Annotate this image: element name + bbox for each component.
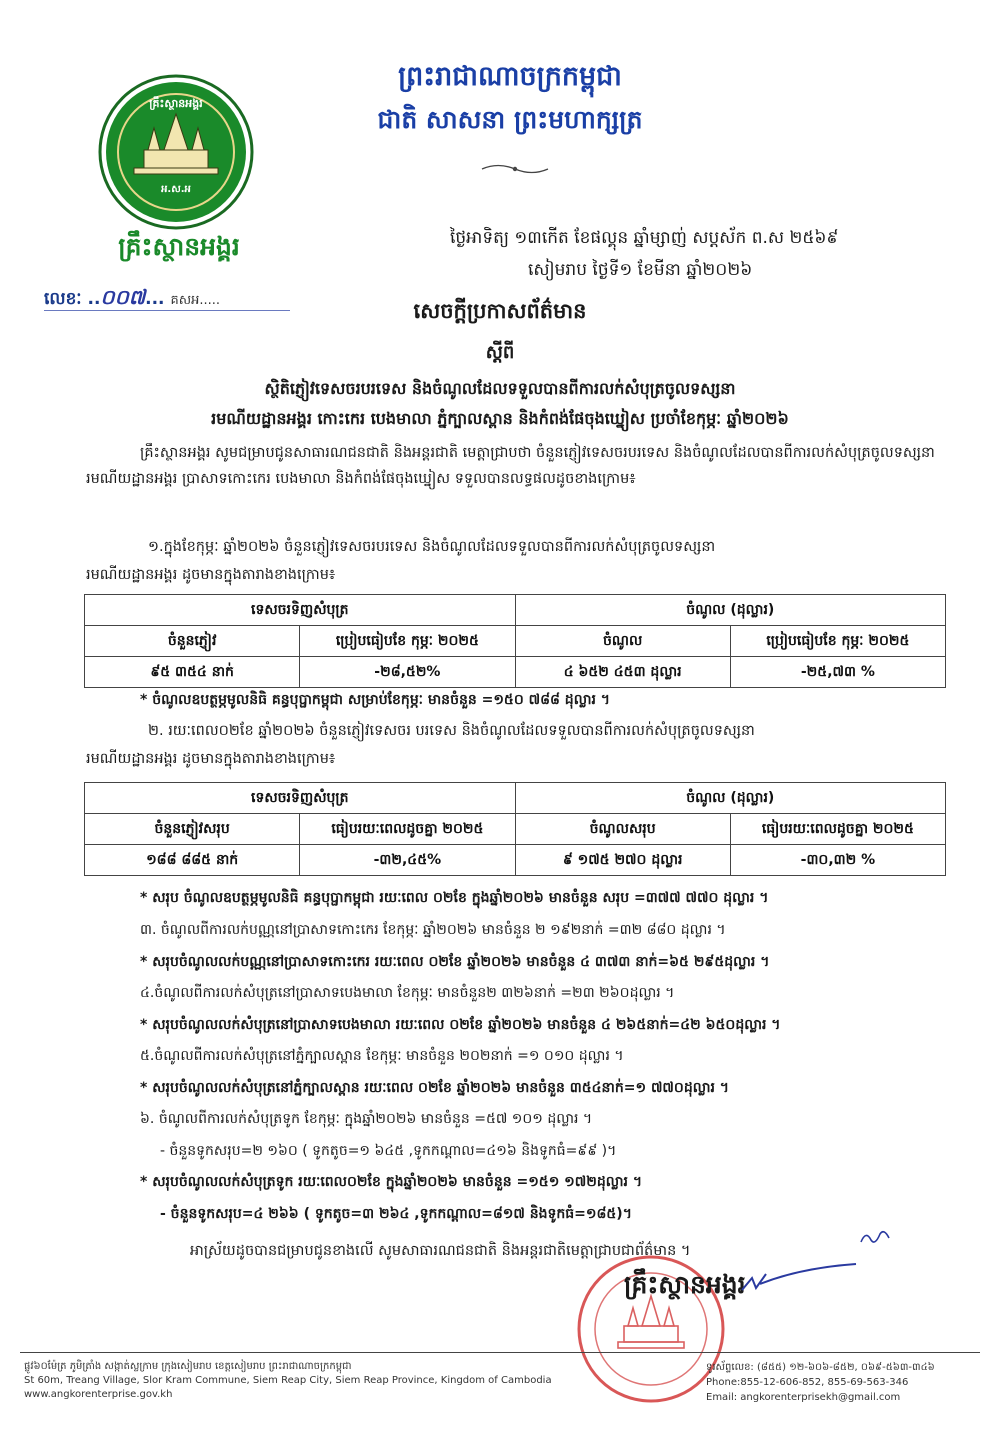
handwritten-signature	[740, 1260, 860, 1300]
table2-header-compare2: ធៀបរយៈពេលដូចគ្នា ២០២៥	[730, 814, 945, 845]
table1-group-left: ទេសចរទិញសំបុត្រ	[85, 595, 516, 626]
footer-divider	[20, 1352, 980, 1353]
footer-address-en: St 60m, Treang Village, Slor Kram Commune, Siem Reap City, Siem Reap Province, Kingdom of Cambodia	[24, 1375, 552, 1386]
detail-item: * សរុបចំណូលលក់បណ្ណនៅប្រាសាទកោះកេរ រយៈពេល ០២ខែ ឆ្នាំ២០២៦ មានចំនួន ៤ ៣៧៣ នាក់=៦៥ ២៩៥ដុល្លារ ។	[140, 953, 770, 970]
table2-revenue-change: -៣០,៣២ %	[730, 845, 945, 876]
table2-revenue: ៩ ១៧៥ ២៧០ ដុល្លារ	[515, 845, 730, 876]
initial-mark	[858, 1226, 892, 1248]
ref-suffix: គសអ.....	[170, 293, 220, 308]
table2-visitors: ១៨៨ ៨៨៥ នាក់	[85, 845, 300, 876]
detail-item: * សរុបចំណូលលក់សំបុត្រនៅប្រាសាទបេងមាលា រយៈពេល ០២ខែ ឆ្នាំ២០២៦ មានចំនួន ៤ ២៦៥នាក់=៤២ ៦៥០ដុល្លារ ។	[140, 1016, 781, 1033]
announcement-about: ស្តីពី	[485, 342, 515, 363]
institution-logo	[98, 74, 254, 230]
footer-phone-kh: ទូរស័ព្ទលេខ: (៨៥៥) ១២-៦០៦-៨៥២, ០៦៩-៥៦៣-៣៤៦	[706, 1362, 935, 1373]
section1-text2: រមណីយដ្ឋានអង្គរ ដូចមានក្នុងតារាងខាងក្រោម៖	[86, 567, 336, 583]
detail-item: ៤.ចំណូលពីការលក់សំបុត្រនៅប្រាសាទបេងមាលា ខែកុម្ភៈ មានចំនួន២ ៣២៦នាក់ =២៣ ២៦០ដុល្លារ ។	[140, 985, 675, 1001]
section2-note: * សរុប ចំណូលឧបត្ថម្ភមូលនិធិ គន្ធបុប្ផាកម្ពុជា រយៈពេល ០២ខែ ក្នុងឆ្នាំ២០២៦ មានចំនួន សរុប =៣៧៧ ៧៧០ ដុល្លារ ។	[140, 890, 769, 906]
date-block	[450, 222, 950, 286]
date-lunar: ថ្ងៃអាទិត្យ ១៣កើត ខែផល្គុន ឆ្នាំម្សាញ់ សប្តស័ក ព.ស ២៥៦៩	[450, 228, 839, 248]
footer-address	[24, 1360, 664, 1402]
logo-label: គ្រឹះស្ថានអង្គរ	[149, 97, 203, 110]
announcement-subject-line2: រមណីយដ្ឋានអង្គរ កោះកេរ បេងមាលា ភ្នំក្បាលស្ពាន និងកំពង់ផែចុងឃ្នៀស ប្រចាំខែកុម្ភៈ ឆ្នាំ២០២៦	[211, 409, 789, 428]
table1-header-compare: ប្រៀបធៀបខែ កុម្ភៈ ២០២៥	[300, 626, 515, 657]
closing-sentence: អាស្រ័យដូចបានជម្រាបជូនខាងលើ សូមសាធារណជនជាតិ និងអន្តរជាតិមេត្តាជ្រាបជាព័ត៌មាន ។	[190, 1243, 691, 1259]
footer-email: Email: angkorenterprisekh@gmail.com	[706, 1392, 901, 1403]
section1-note: * ចំណូលឧបត្ថម្ភមូលនិធិ គន្ធបុប្ផាកម្ពុជា សម្រាប់ខែកុម្ភៈ មានចំនួន =១៥០ ៧៨៨ ដុល្លារ ។	[140, 692, 611, 708]
table1-header-revenue: ចំណូល	[515, 626, 730, 657]
table1-header-visitors: ចំនួនភ្ញៀវ	[85, 626, 300, 657]
table1-group-right: ចំណូល (ដុល្លារ)	[515, 595, 946, 626]
ornament-divider	[480, 162, 550, 176]
announcement-subject-line1: ស្ថិតិភ្ញៀវទេសចរបរទេស និងចំណូលដែលទទួលបានពីការលក់សំបុត្រចូលទស្សនា	[264, 379, 736, 398]
detail-item: * សរុបចំណូលលក់សំបុត្រនៅភ្នំក្បាលស្ពាន រយៈពេល ០២ខែ ឆ្នាំ២០២៦ មានចំនួន ៣៥៤នាក់=១ ៧៧០ដុល្លារ ។	[140, 1079, 730, 1096]
table1-revenue: ៤ ៦៥២ ៤៥៣ ដុល្លារ	[515, 657, 730, 688]
logo-abbrev: អ.ស.អ	[161, 184, 191, 195]
detail-item: - ចំនួនទូកសរុប=២ ១៦០ ( ទូកតូច=១ ៦៤៥ ,ទូកកណ្តាល=៤១៦ និងទូកធំ=៩៩ )។	[160, 1142, 617, 1159]
detail-item: - ចំនួនទូកសរុប=៤ ២៦៦ ( ទូកតូច=៣ ២៦៤ ,ទូកកណ្តាល=៨១៧ និងទូកធំ=១៨៥)។	[160, 1205, 632, 1222]
kingdom-line2: ជាតិ សាសនា ព្រះមហាក្សត្រ	[377, 105, 643, 134]
table2-header-visitors: ចំនួនភ្ញៀវសរុប	[85, 814, 300, 845]
footer-phone: Phone:855-12-606-852, 855-69-563-346	[706, 1377, 909, 1388]
footer-contact	[706, 1360, 976, 1405]
table2-header-compare: ធៀបរយៈពេលដូចគ្នា ២០២៥	[300, 814, 515, 845]
table2-group-right: ចំណូល (ដុល្លារ)	[515, 783, 946, 814]
announcement-title: សេចក្តីប្រកាសព័ត៌មាន	[413, 299, 587, 323]
table2-header-revenue: ចំណូលសរុប	[515, 814, 730, 845]
table1-visitors: ៩៥ ៣៥៤ នាក់	[85, 657, 300, 688]
table1-header-compare2: ប្រៀបធៀបខែ កុម្ភៈ ២០២៥	[730, 626, 945, 657]
section2-text: ២. រយៈពេល០២ខែ ឆ្នាំ២០២៦ ចំនួនភ្ញៀវទេសចរ បរទេស និងចំណូលដែលទទួលបានពីការលក់សំបុត្រចូលទស្សនា	[148, 723, 755, 739]
detail-item: ៣. ចំណូលពីការលក់បណ្ណនៅប្រាសាទកោះកេរ ខែកុម្ភៈ ឆ្នាំ២០២៦ មានចំនួន ២ ១៩២នាក់ =៣២ ៨៨០ ដុល្លារ ។	[140, 922, 726, 938]
detail-item: * សរុបចំណូលលក់សំបុត្រទូក រយៈពេល០២ខែ ក្នុងឆ្នាំ២០២៦ មានចំនួន =១៥១ ១៧២ដុល្លារ ។	[140, 1174, 643, 1190]
table-two-month-stats	[84, 782, 946, 876]
signatory-name: គ្រឹះស្ថានអង្គរ	[624, 1270, 746, 1299]
date-solar: សៀមរាប ថ្ងៃទី១ ខែមីនា ឆ្នាំ២០២៦	[528, 260, 753, 280]
table1-revenue-change: -២៥,៧៣ %	[730, 657, 945, 688]
footer-website: www.angkorenterprise.gov.kh	[24, 1389, 173, 1400]
section2-text2: រមណីយដ្ឋានអង្គរ ដូចមានក្នុងតារាងខាងក្រោម៖	[86, 751, 336, 767]
ref-number: ០០៧	[100, 285, 146, 309]
org-name: គ្រឹះស្ថានអង្គរ	[118, 232, 240, 261]
table-month-stats	[84, 594, 946, 688]
detail-item: ៦. ចំណូលពីការលក់សំបុត្រទូក ខែកុម្ភៈ ក្នុងឆ្នាំ២០២៦ មានចំនួន =៥៧ ១០១ ដុល្លារ ។	[140, 1111, 593, 1127]
table1-visitors-change: -២៨,៥២%	[300, 657, 515, 688]
kingdom-line1: ព្រះរាជាណាចក្រកម្ពុជា	[398, 61, 622, 92]
detail-item: ៥.ចំណូលពីការលក់សំបុត្រនៅភ្នំក្បាលស្ពាន ខែកុម្ភៈ មានចំនួន ២០២នាក់ =១ ០១០ ដុល្លារ ។	[140, 1048, 624, 1064]
table2-visitors-change: -៣២,៤៥%	[300, 845, 515, 876]
ref-label: លេខៈ	[44, 289, 82, 309]
footer-address-kh: ផ្លូវ៦០ម៉ែត្រ ភូមិត្រាំង សង្កាត់ស្លក្រាម ក្រុងសៀមរាប ខេត្តសៀមរាប ព្រះរាជាណាចក្រកម្ពុជា	[24, 1361, 352, 1372]
kingdom-motto	[360, 60, 660, 141]
intro-paragraph: គ្រឹះស្ថានអង្គរ សូមជម្រាបជូនសាធារណជនជាតិ និងអន្តរជាតិ មេត្តាជ្រាបថា ចំនួនភ្ញៀវទេសចរបរទេស និងចំណូលដែលបានពីការលក់សំបុត្រចូលទស្សនារមណីយដ្ឋានអង្គរ ប្រាសាទកោះកេរ បេងមាលា និងកំពង់ផែចុងឃ្នៀស ទទួលបានលទ្ធផលដូចខាងក្រោម៖	[86, 445, 935, 487]
section1-text: ១.ក្នុងខែកុម្ភៈ ឆ្នាំ២០២៦ ចំនួនភ្ញៀវទេសចរបរទេស និងចំណូលដែលទទួលបានពីការលក់សំបុត្រចូលទស្សនា	[148, 539, 716, 555]
reference-number: លេខៈ ..០០៧... គសអ.....	[44, 285, 220, 309]
table2-group-left: ទេសចរទិញសំបុត្រ	[85, 783, 516, 814]
